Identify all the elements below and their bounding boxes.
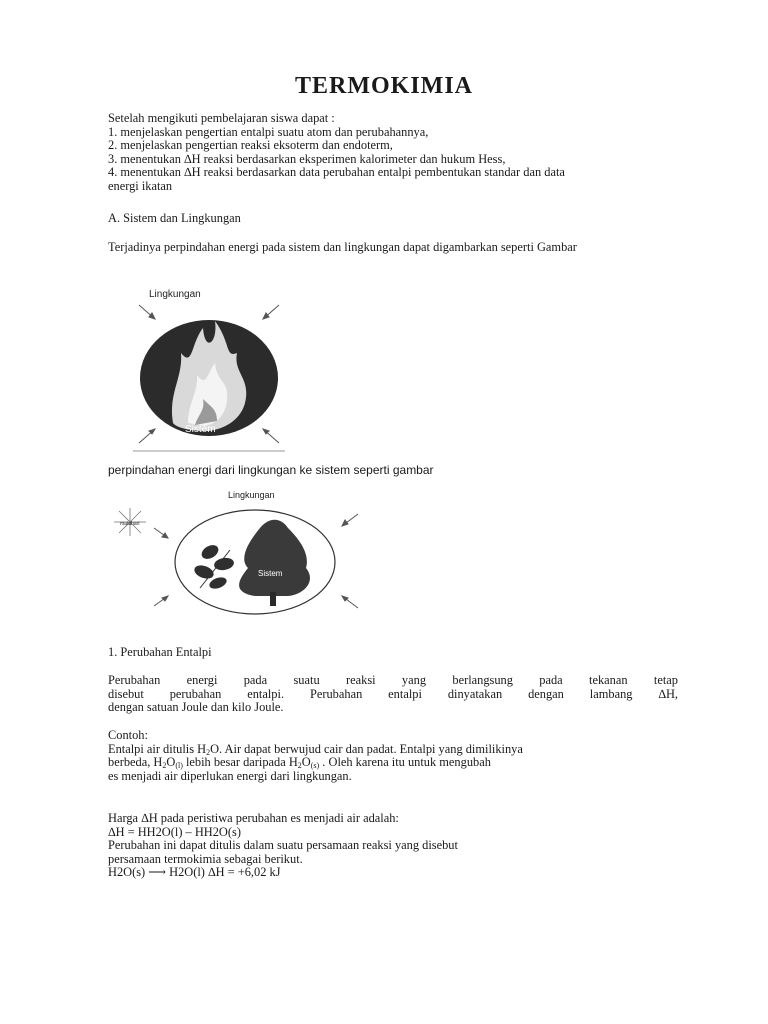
example-heading: Contoh: [108, 728, 148, 742]
section-1-heading: 1. Perubahan Entalpi [108, 645, 212, 659]
delta-h-line: persamaan termokimia sebagai berikut. [108, 851, 303, 866]
paragraph-line: dengan satuan Joule dan kilo Joule. [108, 700, 284, 715]
delta-h-line: Perubahan ini dapat ditulis dalam suatu persamaan reaksi yang disebut [108, 838, 458, 853]
objective-item: energi ikatan [108, 178, 173, 193]
figure2-sun-label: matahari [120, 521, 140, 527]
fire-illustration [133, 283, 285, 453]
section-1-paragraph [108, 674, 678, 715]
example-line-2: berbeda, $H_2O_{(l)}$ lebih besar daripada $H_2O_{(s)}$ . Oleh karena itu untuk mengubah [108, 755, 491, 771]
section-a-heading: A. Sistem dan Lingkungan [108, 211, 241, 225]
objectives-lead: Setelah mengikuti pembelajaran siswa dapat : [108, 111, 335, 125]
delta-h-equation: ∆H = HH2O(l) – HH2O(s) [108, 824, 241, 839]
figure2-caption: perpindahan energi dari lingkungan ke sistem seperti gambar [108, 463, 434, 477]
figure2-outer-label: Lingkungan [228, 490, 275, 500]
objectives-section [108, 112, 678, 194]
delta-h-line: Harga ∆H pada peristiwa perubahan es menjadi air adalah: [108, 811, 399, 825]
figure1-outer-label: Lingkungan [149, 289, 201, 300]
figure2-inner-label: Sistem [258, 569, 283, 578]
example-section [108, 729, 678, 783]
section-a-text: Terjadinya perpindahan energi pada sistem dan lingkungan dapat digambarkan seperti Gambar [108, 240, 577, 254]
figure-fire-system [133, 283, 285, 453]
objective-item: 2. menjelaskan pengertian reaksi eksoterm dan endoterm, [108, 138, 393, 153]
objective-item: 4. menentukan ∆H reaksi berdasarkan data perubahan entalpi pembentukan standar dan data [108, 165, 565, 180]
page-title: TERMOKIMIA [295, 73, 473, 99]
delta-h-section [108, 812, 678, 880]
figure-tree-system [110, 488, 366, 616]
tree-illustration [110, 488, 366, 616]
example-line-1: Entalpi air ditulis $H_2O$. Air dapat berwujud cair dan padat. Entalpi yang dimilikinya [108, 741, 523, 757]
example-line-3: es menjadi air diperlukan energi dari lingkungan. [108, 768, 352, 783]
paragraph-line: disebut perubahan entalpi. Perubahan entalpi dinyatakan dengan lambang ∆H, [108, 686, 678, 701]
objective-item: 1. menjelaskan pengertian entalpi suatu atom dan perubahannya, [108, 124, 429, 139]
objective-item: 3. menentukan ∆H reaksi berdasarkan eksperimen kalorimeter dan hukum Hess, [108, 151, 506, 166]
figure1-inner-label: Sistem [185, 424, 216, 435]
thermochemical-equation: H2O(s) ⟶ H2O(l) ∆H = +6,02 kJ [108, 865, 281, 880]
paragraph-line: Perubahan energi pada suatu reaksi yang berlangsung pada tekanan tetap [108, 673, 678, 687]
